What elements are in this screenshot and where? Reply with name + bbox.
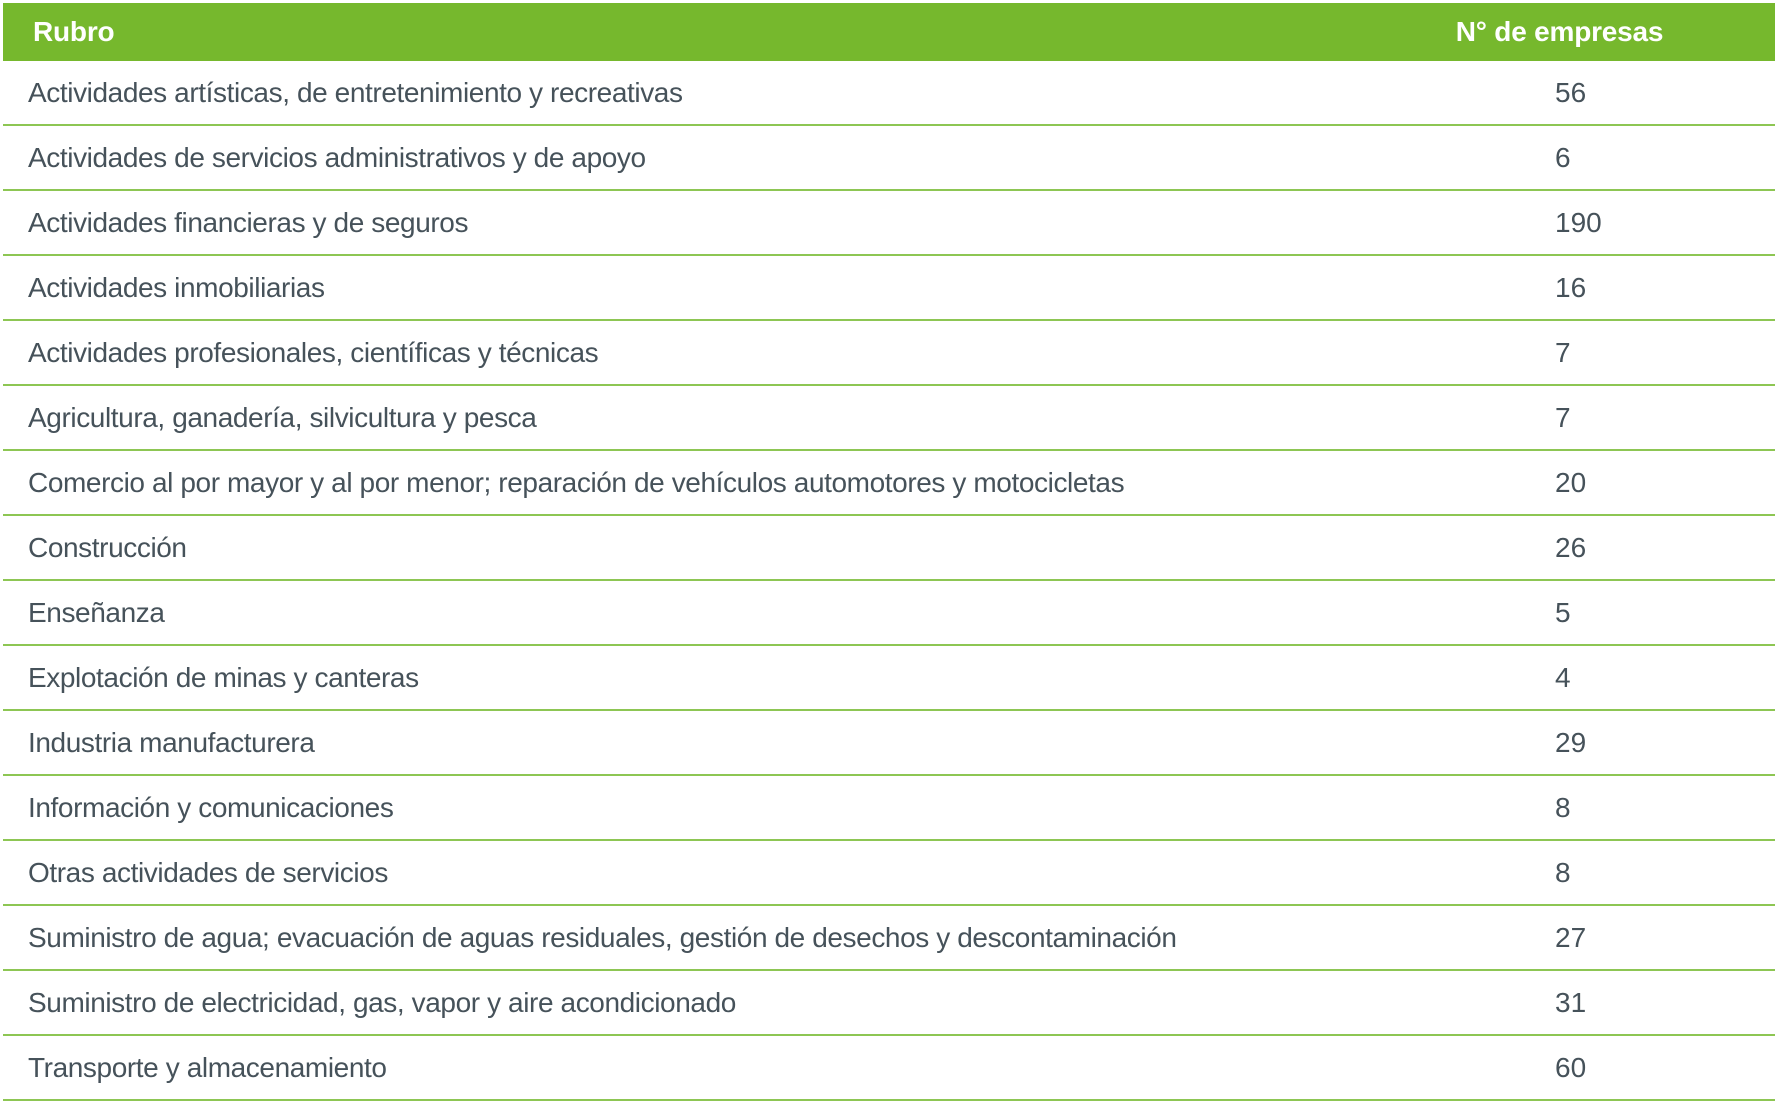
column-header-num-empresas: N° de empresas bbox=[1455, 16, 1664, 47]
count-cell: 4 bbox=[1555, 661, 1571, 693]
table-row bbox=[3, 776, 1775, 841]
table-row bbox=[3, 126, 1775, 191]
count-cell: 26 bbox=[1555, 531, 1587, 563]
count-cell: 56 bbox=[1555, 76, 1587, 108]
table-row bbox=[3, 841, 1775, 906]
rubro-cell: Actividades financieras y de seguros bbox=[28, 206, 469, 238]
table-row bbox=[3, 61, 1775, 126]
rubro-cell: Actividades profesionales, científicas y técnicas bbox=[28, 336, 599, 368]
table-row bbox=[3, 906, 1775, 971]
table-row bbox=[3, 256, 1775, 321]
table-row bbox=[3, 516, 1775, 581]
count-cell: 6 bbox=[1555, 141, 1571, 173]
rubro-cell: Otras actividades de servicios bbox=[28, 856, 388, 888]
count-cell: 31 bbox=[1555, 986, 1587, 1018]
rubro-cell: Actividades artísticas, de entretenimiento y recreativas bbox=[28, 76, 683, 108]
table-row bbox=[3, 451, 1775, 516]
rubro-cell: Explotación de minas y canteras bbox=[28, 661, 419, 693]
count-cell: 8 bbox=[1555, 791, 1571, 823]
count-cell: 60 bbox=[1555, 1051, 1587, 1083]
rubro-cell: Información y comunicaciones bbox=[28, 791, 394, 823]
companies-by-sector-table bbox=[3, 3, 1775, 1101]
column-header-rubro: Rubro bbox=[33, 16, 115, 47]
rubro-cell: Suministro de agua; evacuación de aguas residuales, gestión de desechos y descontaminación bbox=[28, 921, 1177, 953]
count-cell: 16 bbox=[1555, 271, 1587, 303]
count-cell: 27 bbox=[1555, 921, 1587, 953]
count-cell: 5 bbox=[1555, 596, 1571, 628]
rubro-cell: Comercio al por mayor y al por menor; reparación de vehículos automotores y motocicletas bbox=[28, 466, 1125, 498]
rubro-cell: Actividades inmobiliarias bbox=[28, 271, 325, 303]
table-row bbox=[3, 191, 1775, 256]
count-cell: 20 bbox=[1555, 466, 1587, 498]
rubro-cell: Actividades de servicios administrativos y de apoyo bbox=[28, 141, 646, 173]
rubro-cell: Agricultura, ganadería, silvicultura y pesca bbox=[28, 401, 537, 433]
count-cell: 8 bbox=[1555, 856, 1571, 888]
table-row bbox=[3, 1036, 1775, 1101]
table-row bbox=[3, 646, 1775, 711]
table-row bbox=[3, 386, 1775, 451]
count-cell: 190 bbox=[1555, 206, 1602, 238]
table-row bbox=[3, 971, 1775, 1036]
rubro-cell: Construcción bbox=[28, 531, 187, 563]
count-cell: 7 bbox=[1555, 401, 1571, 433]
table-row bbox=[3, 711, 1775, 776]
count-cell: 29 bbox=[1555, 726, 1587, 758]
rubro-cell: Enseñanza bbox=[28, 596, 165, 628]
rubro-cell: Transporte y almacenamiento bbox=[28, 1051, 387, 1083]
table-row bbox=[3, 321, 1775, 386]
count-cell: 7 bbox=[1555, 336, 1571, 368]
rubro-cell: Suministro de electricidad, gas, vapor y aire acondicionado bbox=[28, 986, 736, 1018]
rubro-cell: Industria manufacturera bbox=[28, 726, 315, 758]
table-row bbox=[3, 581, 1775, 646]
table-header-row bbox=[3, 3, 1775, 61]
